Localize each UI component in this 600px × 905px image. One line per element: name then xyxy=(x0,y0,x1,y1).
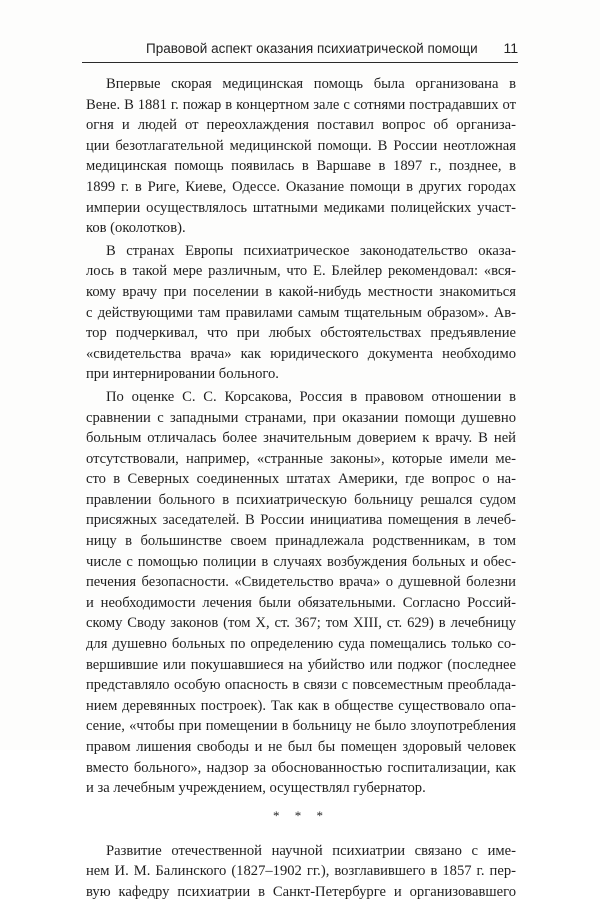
text-line: для душевно больных по определению суда помещались только со- xyxy=(86,636,516,653)
text-line: В странах Европы психиатрическое законодательство оказа- xyxy=(106,242,516,259)
text-line: ницу в большинстве своем принадлежала родственникам, в том xyxy=(86,533,516,550)
text-line: при интернировании больного. xyxy=(86,366,279,383)
text-line: вместо больного», надзор за обоснованностью госпитализации, как xyxy=(86,759,516,776)
text-line: нем И. М. Балинского (1827–1902 гг.), возглавившего в 1857 г. пер- xyxy=(86,863,516,880)
text-line: вершившие или покушавшиеся на убийство или поджог (последнее xyxy=(86,656,516,673)
paragraph-korsakov-assessment xyxy=(86,387,516,799)
text-line: вую кафедру психиатрии в Санкт-Петербурге и организовавшего xyxy=(86,883,516,900)
section-separator: * * * xyxy=(273,807,329,823)
running-header-title: Правовой аспект оказания психиатрической помощи xyxy=(146,41,478,56)
text-line: представляло особую опасность в связи с повсеместным преоблада- xyxy=(86,677,516,694)
text-line: тор подчеркивал, что при любых обстоятельствах предъявление xyxy=(86,325,516,342)
text-line: и за лечебным учреждением, осуществлял губернатор. xyxy=(86,780,426,797)
text-line: печения безопасности. «Свидетельство врача» о душевной болезни xyxy=(86,574,516,591)
text-line: нием деревянных построек). Так как в обществе существовало опа- xyxy=(86,697,516,714)
text-line: сто в Северных соединенных штатах Америки, где вопрос о на- xyxy=(86,471,516,488)
text-line: с действующими там правилами самым тщательным образом». Ав- xyxy=(86,304,516,321)
text-line: 1899 г. в Риге, Киеве, Одессе. Оказание помощи в других городах xyxy=(86,178,516,195)
text-line: Вене. В 1881 г. пожар в концертном зале с сотнями пострадавших от xyxy=(86,96,516,113)
paragraph-balinsky xyxy=(86,841,516,903)
text-line: ции безотлагательной медицинской помощи. В России неотложная xyxy=(86,137,516,154)
text-line: скому Своду законов (том X, ст. 367; том XIII, ст. 629) в лечебницу xyxy=(86,615,516,632)
text-line: больным отличалась более значительным доверием к врачу. В ней xyxy=(86,430,516,447)
paragraph-european-legislation xyxy=(86,241,516,385)
paragraph-ambulance-history xyxy=(86,74,516,239)
body-text xyxy=(86,74,516,905)
text-line: правом лишения свободы и не был бы помещен здоровый человек xyxy=(86,739,516,755)
text-line: числе с помощью полиции в случаях возбуждения больных и обес- xyxy=(86,553,516,570)
running-header xyxy=(82,34,518,63)
text-line: «свидетельства врача» как юридического документа необходимо xyxy=(86,345,516,362)
text-line: сравнении с западными странами, при оказании помощи душевно xyxy=(86,409,516,426)
text-line: Впервые скорая медицинская помощь была организована в xyxy=(106,76,516,92)
text-line: кому врачу при поселении в какой-нибудь местности знакомиться xyxy=(86,283,516,300)
text-line: отсутствовали, например, «странные законы», которые имели ме- xyxy=(86,450,516,467)
text-line: сение, «чтобы при помещении в больницу не было злоупотребления xyxy=(86,718,516,735)
text-line: присяжных заседателей. В России инициатива помещения в лечеб- xyxy=(86,512,516,529)
text-line: ков (околотков). xyxy=(86,220,186,237)
text-line: империи осуществлялось штатными медиками полицейских участ- xyxy=(86,199,516,216)
text-line: медицинская помощь появилась в Варшаве в 1897 г., позднее, в xyxy=(86,158,516,175)
text-line: лось в такой мере различным, что Е. Блейлер рекомендовал: «вся- xyxy=(86,263,516,280)
text-line: правлении больного в психиатрическую больницу решался судом xyxy=(86,491,516,508)
text-line: огня и людей от переохлаждения поставил вопрос об организа- xyxy=(86,117,516,134)
page-number: 11 xyxy=(503,40,518,56)
text-line: По оценке С. С. Корсакова, Россия в правовом отношении в xyxy=(106,388,516,405)
text-line: Развитие отечественной научной психиатрии связано с име- xyxy=(106,842,516,859)
text-line: и необходимости лечения были обязательными. Согласно Россий- xyxy=(86,594,516,611)
